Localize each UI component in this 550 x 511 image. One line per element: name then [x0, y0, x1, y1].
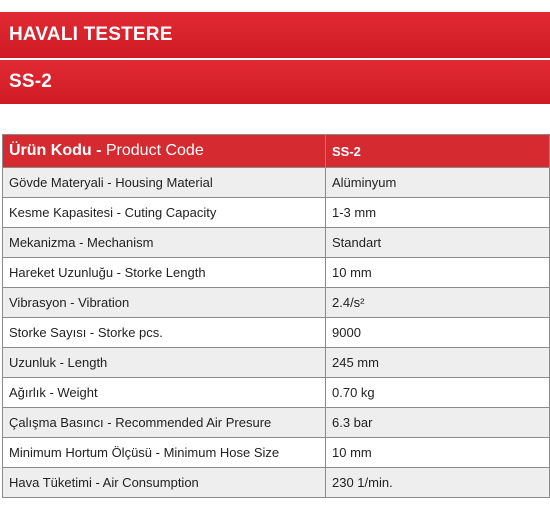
table-row [3, 468, 550, 498]
spec-label: Mekanizma - Mechanism [3, 228, 326, 258]
product-code-value: SS-2 [326, 135, 550, 168]
spec-value: 6.3 bar [326, 408, 550, 438]
spec-value: 2.4/s² [326, 288, 550, 318]
model-title: SS-2 [9, 71, 53, 92]
spec-table [2, 134, 550, 498]
spec-value: 230 1/min. [326, 468, 550, 498]
spec-label: Hava Tüketimi - Air Consumption [3, 468, 326, 498]
table-row [3, 318, 550, 348]
spec-label: Ağırlık - Weight [3, 378, 326, 408]
spec-label: Vibrasyon - Vibration [3, 288, 326, 318]
spec-label: Kesme Kapasitesi - Cuting Capacity [3, 198, 326, 228]
spec-label: Minimum Hortum Ölçüsü - Minimum Hose Size [3, 438, 326, 468]
table-row [3, 258, 550, 288]
table-row [3, 438, 550, 468]
spec-value: 0.70 kg [326, 378, 550, 408]
table-row [3, 168, 550, 198]
product-code-label-en: Product Code [105, 142, 204, 159]
table-row [3, 348, 550, 378]
spec-value: 245 mm [326, 348, 550, 378]
model-banner [0, 60, 550, 104]
product-code-label [3, 135, 326, 168]
table-header-row [3, 135, 550, 168]
spec-value: 1-3 mm [326, 198, 550, 228]
title-banner [0, 12, 550, 58]
spec-label: Hareket Uzunluğu - Storke Length [3, 258, 326, 288]
spec-label: Storke Sayısı - Storke pcs. [3, 318, 326, 348]
table-row [3, 378, 550, 408]
spec-label: Uzunluk - Length [3, 348, 326, 378]
spec-label: Gövde Materyali - Housing Material [3, 168, 326, 198]
page-title: HAVALI TESTERE [9, 24, 173, 45]
spec-value: 10 mm [326, 438, 550, 468]
spec-value: Standart [326, 228, 550, 258]
table-row [3, 198, 550, 228]
spec-value: Alüminyum [326, 168, 550, 198]
spec-value: 10 mm [326, 258, 550, 288]
table-row [3, 408, 550, 438]
spec-value: 9000 [326, 318, 550, 348]
spec-label: Çalışma Basıncı - Recommended Air Presure [3, 408, 326, 438]
table-row [3, 228, 550, 258]
table-row [3, 288, 550, 318]
product-code-label-tr: Ürün Kodu - [9, 142, 102, 159]
